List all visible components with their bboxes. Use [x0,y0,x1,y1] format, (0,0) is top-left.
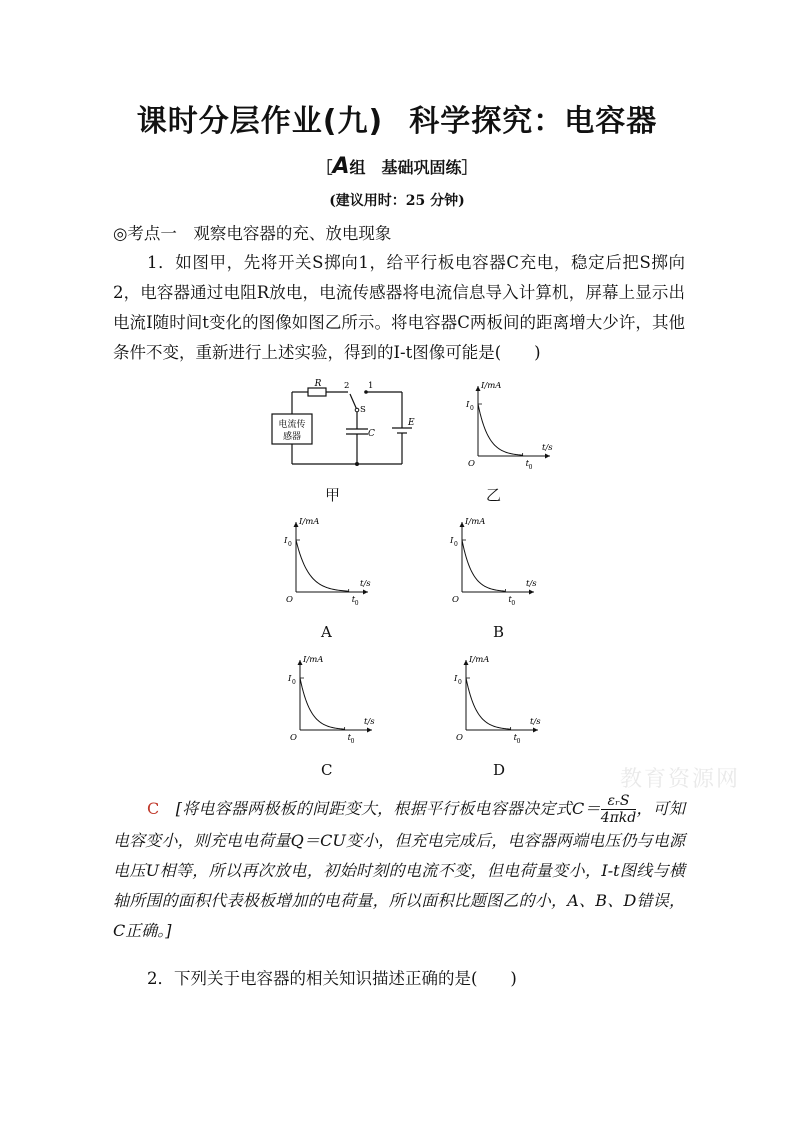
x-axis-label: t/s [530,717,541,727]
y-axis-label: I/mA [469,655,490,665]
graph-a [278,512,378,612]
origin-label: O [468,459,475,469]
current-curve [300,678,345,729]
y-arrow [460,522,465,527]
i0-subscript: 0 [470,405,474,412]
capacitance-formula: $\frac{\text{εᵣS}}{\text{4πkd}}$ [600,793,637,826]
t0-subscript: 0 [511,600,516,607]
i0-label: I [450,536,454,546]
x-axis-label: t/s [526,579,537,589]
t0-subscript: 0 [516,738,521,745]
origin-label: O [290,733,297,743]
current-curve [462,540,505,591]
x-axis-label: t/s [360,579,371,589]
x-arrow [363,590,368,595]
t0-label: t [525,459,530,469]
y-axis-label: I/mA [481,381,502,391]
circuit-caption: 甲 [325,486,341,504]
y-arrow [298,660,303,665]
switch-label: S [360,405,366,415]
graph-c-caption: C [321,761,333,779]
graph-yi-caption: 乙 [486,486,502,504]
x-axis-label: t/s [364,717,375,727]
origin-label: O [456,733,463,743]
current-curve [296,540,349,591]
y-axis-label: I/mA [303,655,324,665]
graph-yi [460,376,560,476]
switch-pos-1: 1 [368,381,374,391]
t0-label: t [508,595,512,605]
origin-label: O [452,595,459,605]
sensor-label-1: 电流传 [278,420,306,430]
answer-explanation: C [将电容器两极板的间距变大，根据平行板电容器决定式C＝ $\frac{\text{εᵣS}}{\text{4πkd}}$ ，可知电容变小，则充电电荷量Q＝CU变小，但充电完成后，电容器两端电压仍与电源电压U相等，所以再次放电，初始时刻的电流不变，但电荷量变小，I-t图线与横轴所围的面积代表极板增加的电荷量，所以面积比题图乙的小，A、B、D错误，C正确。] [113,793,685,940]
graph-c [282,650,382,750]
y-arrow [464,660,469,665]
switch-pos-2: 2 [344,381,350,391]
i0-label: I [466,400,470,410]
x-arrow [529,590,534,595]
graph-d-caption: D [493,761,506,779]
i0-subscript: 0 [292,679,296,686]
graph-d [448,650,548,750]
i0-subscript: 0 [288,541,292,548]
i0-label: I [284,536,288,546]
y-axis-label: I/mA [299,517,320,527]
group-letter: A [332,154,350,179]
x-axis-label: t/s [542,443,553,453]
i0-label: I [288,674,292,684]
answer-letter: C [147,799,160,818]
x-arrow [367,728,372,733]
x-arrow [545,454,550,459]
y-arrow [476,386,481,391]
current-curve [466,678,511,729]
current-curve [478,404,523,455]
graph-b [444,512,544,612]
i0-subscript: 0 [458,679,462,686]
t0-subscript: 0 [354,600,359,607]
capacitor-label: C [368,429,375,439]
question-1: 1．如图甲，先将开关S掷向1，给平行板电容器C充电，稳定后把S掷向2，电容器通过电阻R放电，电流传感器将电流信息导入计算机，屏幕上显示出电流I随时间t变化的图像如图乙所示。将电容器C两板间的距离增大少许，其他条件不变，重新进行上述实验，得到的I-t图像可能是( ) [113,253,685,362]
section-heading: ◎考点一 观察电容器的充、放电现象 [113,224,392,243]
t0-label: t [513,733,518,743]
time-note: (建议用时：25 分钟) [329,193,465,209]
t0-subscript: 0 [350,738,355,745]
t0-subscript: 0 [528,464,533,471]
watermark: 教育资源网 [620,767,741,792]
graph-b-caption: B [493,623,505,641]
t0-label: t [351,595,356,605]
question-2: 2．下列关于电容器的相关知识描述正确的是( ) [147,969,517,988]
y-axis-label: I/mA [465,517,486,527]
circuit-diagram [262,378,422,470]
y-arrow [294,522,299,527]
origin-label: O [286,595,293,605]
page-title: 课时分层作业(九) 科学探究：电容器 [136,104,658,139]
group-heading: ［A组 基础巩固练］ [316,154,478,179]
graph-a-caption: A [321,623,332,641]
t0-label: t [347,733,352,743]
x-arrow [533,728,538,733]
sensor-label-2: 感器 [282,432,302,442]
resistor-label: R [314,379,322,389]
i0-subscript: 0 [454,541,458,548]
battery-label: E [408,418,415,428]
i0-label: I [454,674,458,684]
